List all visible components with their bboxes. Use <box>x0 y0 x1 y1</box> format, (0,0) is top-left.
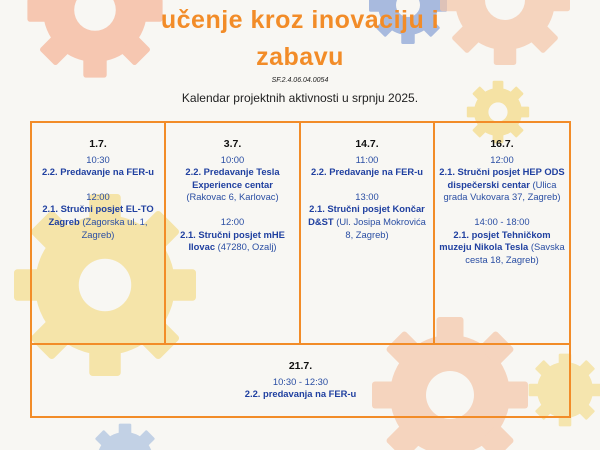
calendar-subtitle: Kalendar projektnih aktivnosti u srpnju 2025. <box>181 91 419 105</box>
event-time: 10:30 <box>86 153 110 165</box>
day-date: 1.7. <box>89 138 107 150</box>
day-date: 3.7. <box>223 138 242 150</box>
event-activity: 2.2. Predavanje Tesla Experience centar <box>185 166 280 190</box>
event-activity: 2.1. Stručni posjet EL-TO Zagreb <box>42 203 154 227</box>
day-cell <box>32 360 569 401</box>
event-activity: 2.1. Stručni posjet mHE Ilovac <box>180 228 285 253</box>
event-time: 10:30 - 12:30 <box>272 375 329 387</box>
event-location: (Zagorska ul. 1, Zagreb) <box>81 215 148 240</box>
title-line-1: učenje kroz inovaciju i <box>160 6 440 34</box>
event-time: 13:00 <box>355 190 379 202</box>
event-location: (47280, Ozalj) <box>217 241 277 253</box>
event-time: 12:00 <box>220 215 245 227</box>
title-line-2: zabavu <box>256 43 344 71</box>
event-location: (Ul. Josipa Mokrovića 8, Zagreb) <box>336 215 426 240</box>
day-date: 21.7. <box>288 360 313 372</box>
event-time: 10:00 <box>220 153 245 165</box>
event-activity: 2.2. Predavanje na FER-u <box>41 166 155 178</box>
event-activity: 2.2. predavanja na FER-u <box>244 388 357 400</box>
project-code: SF.2.4.06.04.0054 <box>271 77 329 84</box>
day-date: 16.7. <box>490 138 514 150</box>
event-activity: 2.1. posjet Tehničkom muzeju Nikola Tesla <box>439 228 551 253</box>
event-time: 14:00 - 18:00 <box>474 215 530 227</box>
event-activity: 2.2. Predavanje na FER-u <box>310 166 424 178</box>
event-location: (Savska cesta 18, Zagreb) <box>465 241 565 265</box>
event-time: 11:00 <box>355 153 379 165</box>
event-location: (Ulica grada Vukovara 37, Zagreb) <box>443 178 561 203</box>
day-cell <box>36 138 160 241</box>
day-cell <box>305 138 429 241</box>
event-activity: 2.1. Stručni posjet HEP ODS dispečerski centar <box>439 166 565 190</box>
event-location: (Rakovac 6, Karlovac) <box>186 191 279 203</box>
day-cell <box>439 138 565 266</box>
day-cell <box>170 138 295 254</box>
event-time: 12:00 <box>86 190 110 202</box>
day-date: 14.7. <box>355 138 379 150</box>
event-activity: 2.1. Stručni posjet Končar D&ST <box>308 203 425 227</box>
event-time: 12:00 <box>490 153 514 165</box>
